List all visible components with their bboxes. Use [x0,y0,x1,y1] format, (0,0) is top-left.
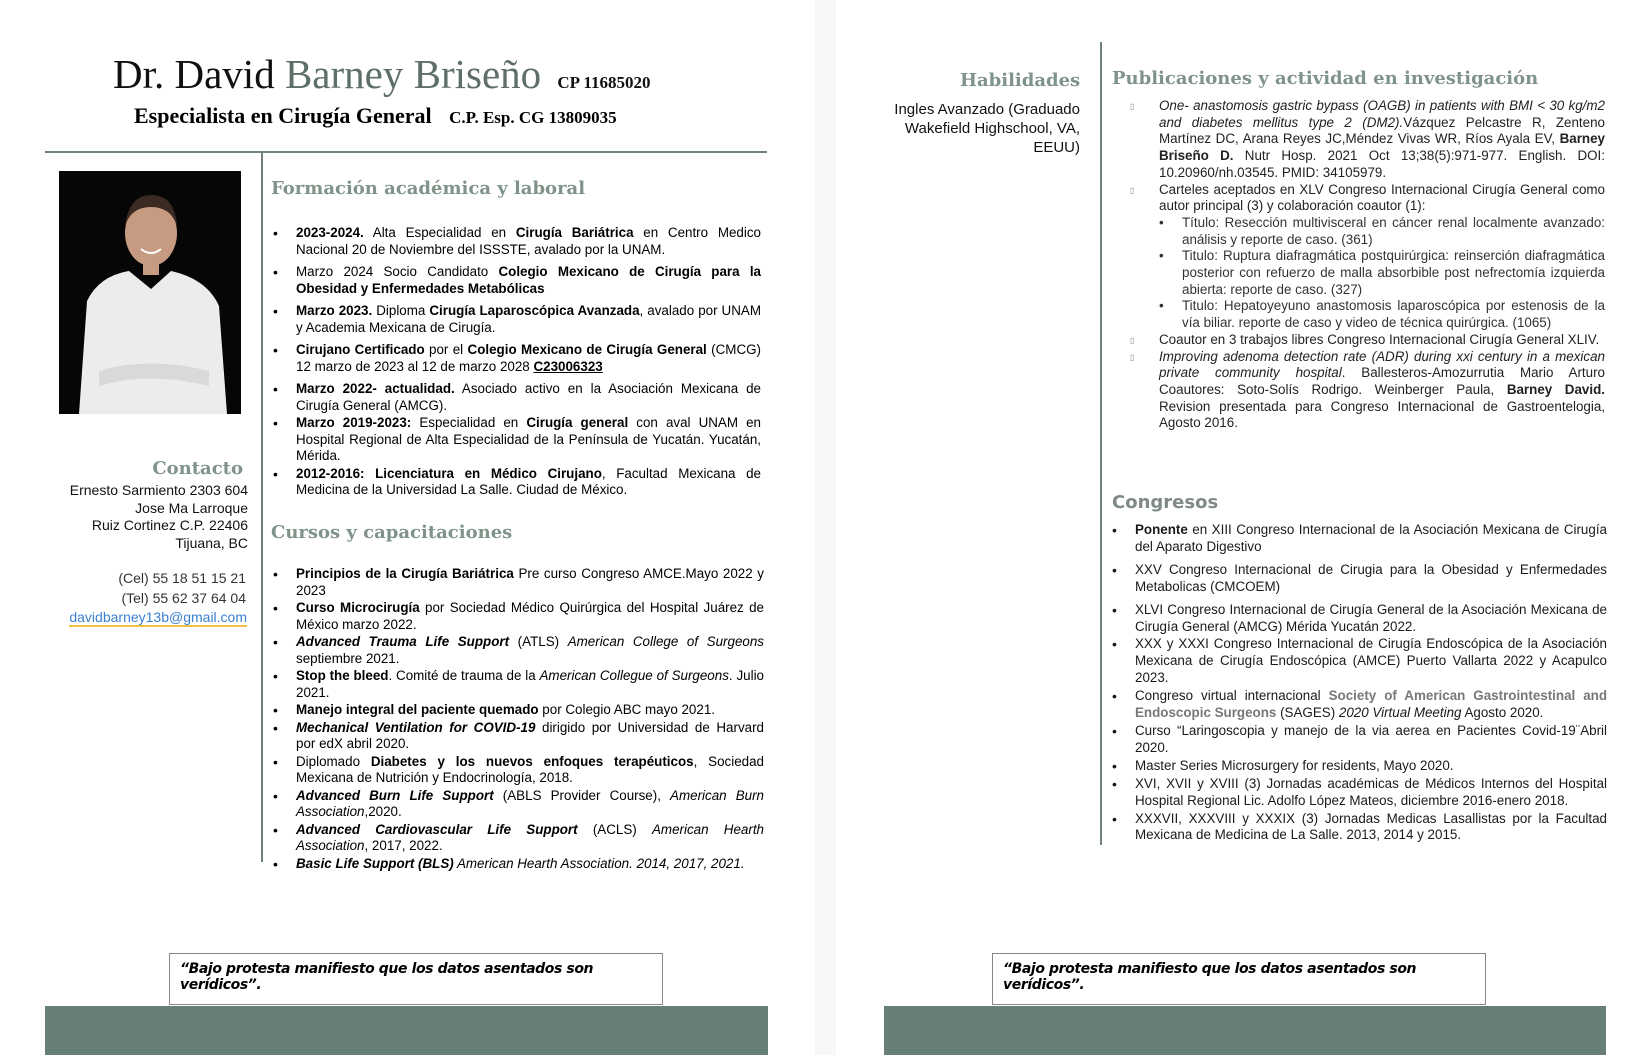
text-run: Pre curso Congreso AMCE.Mayo 2022 y 2023 [296,566,764,598]
specialty-line [134,103,617,129]
list-item [271,702,764,719]
formacion-list [271,225,761,499]
portrait-photo [59,171,241,414]
text-run: 2020 Virtual Meeting [1338,705,1462,721]
list-item [1110,776,1607,810]
text-run: , avalado por UNAM y Academia Mexicana de Cirugía. [296,303,761,335]
text-run: Colegio Mexicano de Cirugía General [467,342,707,357]
list-item [271,754,764,787]
text-run: Especialidad en [411,415,527,430]
text-run: C23006323 [533,358,603,374]
contact-email [17,609,247,627]
text-run: Advanced Cardiovascular Life Support [296,821,578,837]
name-title: Dr. [113,51,165,97]
publicaciones-list [1130,98,1605,432]
text-run: . Julio 2021. [296,668,764,700]
text-run: Advanced Trauma Life Support [296,634,510,649]
list-item [1110,636,1607,687]
list-item [1110,522,1607,556]
habilidades-text: Ingles Avanzado (Graduado Wakefield Highschool, VA, EEUU) [894,101,1080,156]
list-item [271,415,761,465]
publication-item [1130,182,1605,332]
text-run: Marzo 2024 Socio Candidato [296,264,499,279]
header-divider [45,151,767,153]
text-run: XVI, XVII y XVIII (3) Jornadas académicas de Médicos Internos del Hospital Hospital Regional Lic. Adolfo López Mateos, diciembre 2016-enero 2018. [1135,775,1607,808]
text-run: Barney David. [1506,381,1605,397]
professional-id: CP 11685020 [557,73,651,92]
text-run: Agosto 2020. [1461,705,1544,721]
text-run: , Facultad Mexicana de Medicina de la Universidad La Salle. Ciudad de México. [296,465,761,497]
address-line: Ruiz Cortinez C.P. 22406 [91,517,248,533]
text-run: Curso “Laringoscopia y manejo de la via aerea en Pacientes Covid-19¨Abril 2020. [1135,722,1607,755]
cursos-list [271,566,764,872]
list-item [271,634,764,667]
publication-item [1130,98,1605,182]
statement-text: “Bajo protesta manifiesto que los datos asentados son verídicos”. [180,961,594,993]
text-run: Curso Microcirugía [296,600,420,615]
congresos-heading: Congresos [1112,492,1219,513]
text-run: , Sociedad Mexicana de Nutrición y Endocrinología, 2018. [296,753,764,785]
text-run: XXX y XXXI Congreso Internacional de Cirugía Endoscópica de la Asociación Mexicana de Cirugía Endoscópica (AMCE) Puerto Vallarta 2022 y Acapulco 2023. [1135,636,1607,686]
list-item [271,342,761,375]
list-item [271,566,764,599]
text-run: Diploma [372,303,430,318]
list-item [271,856,764,873]
text-run: Marzo 2019-2023: [296,415,412,430]
contact-phones [46,568,246,608]
text-run: Coautor en 3 trabajos libres Congreso Internacional Cirugía General XLIV. [1159,331,1600,347]
doctor-name [113,50,650,98]
text-run: American College of Surgeons [567,634,764,649]
text-run: Ponente [1135,522,1188,537]
text-run: Revision presentada para Congreso Internacional de Gastroentelogia, Agosto 2016. [1159,398,1605,431]
congresos-list [1110,522,1607,845]
text-run: Diabetes y los nuevos enfoques terapéuticos [370,753,694,769]
footer-bar-2 [884,1006,1606,1055]
text-run: Vázquez Pelcastre R, Zenteno Martínez DC, Arana Reyes JC,Méndez Vivas WR, Ríos Ayala EV, [1159,114,1605,147]
list-item [1110,758,1607,775]
text-run: Congreso virtual internacional [1135,688,1329,704]
list-item [271,466,761,499]
text-run: American Hearth Association [296,821,764,853]
text-run: Society of American Gastrointestinal and Endoscopic Surgeons [1135,688,1608,721]
text-run: Advanced Burn Life Support [296,787,494,803]
contact-heading: Contacto [152,458,243,479]
text-run: en Centro Medico Nacional 20 de Noviembre del ISSSTE, avalado por la UNAM. [296,225,761,257]
text-run: XLVI Congreso Internacional de Cirugía General de la Asociación Mexicana de Cirugía General (AMCG) Mérida Yucatán 2022. [1135,601,1607,634]
text-run: Basic Life Support (BLS) [296,855,454,871]
statement-text: “Bajo protesta manifiesto que los datos asentados son verídicos”. [1003,961,1417,993]
text-run: American Hearth Association. 2014, 2017, 2021. [453,855,745,871]
text-run: Stop the bleed [296,668,389,683]
list-item [1110,688,1607,722]
text-run: Mechanical Ventilation for COVID-19 [296,719,536,735]
text-run: Marzo 2023. [296,303,373,318]
text-run: . Ballesteros-Amozurrutia Mario Arturo Coautores: Soto-Solís Rodrigo. Weinberger Paula, [1159,365,1605,397]
address-line: Jose Ma Larroque [135,499,248,516]
text-run: dirigido por Universidad de Harvard por edX abril 2020. [296,719,764,751]
text-run: Carteles aceptados en XLV Congreso Internacional Cirugía General como autor principal (3) y colaboración coautor (1): [1159,181,1605,214]
list-item [1110,602,1607,636]
text-run: 2012-2016: Licenciatura en Médico Cirujano [296,465,602,481]
text-run: American Burn Association [296,787,764,819]
list-item [271,225,761,258]
address-line: Tijuana, BC [175,534,248,551]
text-run: XXXVII, XXXVIII y XXXIX (3) Jornadas Medicas Lasallistas por la Facultad Mexicana de Medicina de La Salle. 2013, 2014 y 2015. [1135,810,1607,843]
text-run: Cirujano Certificado [296,342,425,357]
text-run: Alta Especialidad en [363,225,516,240]
text-run: XXV Congreso Internacional de Cirugia para la Obesidad y Enfermedades Metabolicas (CMCOEM) [1135,561,1607,594]
publicaciones-heading: Publicaciones y actividad en investigación [1112,68,1539,89]
text-run: en XIII Congreso Internacional de la Asociación Mexicana de Cirugía del Aparato Digestivo [1135,522,1607,554]
column-divider [261,152,263,862]
text-run: Cirugía Bariátrica [515,225,634,240]
page-1 [0,0,815,1055]
list-item [1110,562,1607,596]
poster-item: • Título: Resección multivisceral en cáncer renal localmente avanzado: análisis y reporte de caso. (361) [1159,215,1605,248]
person-icon [59,171,241,414]
list-item [271,788,764,821]
text-run: Manejo integral del paciente quemado [296,702,539,717]
text-run: American Collegue of Surgeons [539,668,729,683]
poster-list [1159,215,1605,332]
page-gap [815,0,836,1055]
text-run: , 2017, 2022. [364,838,443,853]
text-run: Asociado activo en la Asociación Mexicana de Cirugía General (AMCG). [296,381,761,413]
text-run: (ACLS) [577,821,652,837]
footer-bar [45,1006,768,1055]
text-run: por Colegio ABC mayo 2021. [538,702,715,717]
text-run: Marzo 2022- actualidad. [296,381,455,396]
publication-item [1130,332,1605,349]
text-run: Improving adenoma detection rate (ADR) during xxi century in a mexican private community hospital [1159,348,1605,381]
text-run: . Comité de trauma de la [388,668,540,683]
text-run: (ABLS Provider Course), [493,787,671,803]
text-run: Colegio Mexicano de Cirugía para la Obesidad y Enfermedades Metabólicas [296,264,761,296]
list-item [271,303,761,336]
telephone: (Tel) 55 62 37 64 04 [121,590,246,606]
publication-item [1130,349,1605,433]
cell-phone: (Cel) 55 18 51 15 21 [118,570,246,586]
text-run: One- anastomosis gastric bypass (OAGB) in patients with BMI < 30 kg/m2 and diabetes mellitus type 2 (DM2). [1159,98,1605,130]
text-run: Barney Briseño D. [1159,131,1605,164]
text-run: 2023-2024. [296,225,364,240]
list-item [271,264,761,297]
list-item [271,822,764,855]
column-divider-2 [1100,42,1102,845]
text-run: Diplomado [296,753,371,769]
statement-box-2 [992,953,1486,1005]
statement-box [169,953,663,1005]
text-run: ,2020. [364,804,402,819]
poster-item: • Titulo: Ruptura diafragmática postquirúrgica: reinserción diafragmática posterior con refuerzo de malla absorbible post nefrectomía izquierda abierta: reporte de caso. (327) [1159,248,1605,298]
list-item [271,668,764,701]
poster-item: • Titulo: Hepatoyeyuno anastomosis laparoscópica por estenosis de la vía biliar. reporte de caso y video de técnica quirúrgica. (1065) [1159,298,1605,331]
text-run: (ATLS) [509,634,568,649]
first-name: David [174,51,275,97]
address-line: Ernesto Sarmiento 2303 604 [69,482,248,498]
text-run: septiembre 2021. [296,650,400,666]
email-link[interactable]: davidbarney13b@gmail.com [69,609,247,625]
text-run: por el [424,342,468,357]
specialty-id: C.P. Esp. CG 13809035 [449,108,617,127]
text-run: Master Series Microsurgery for residents, Mayo 2020. [1135,757,1454,773]
list-item [1110,811,1607,845]
habilidades-heading: Habilidades [960,70,1081,91]
text-run: con aval UNAM en Hospital Regional de Alta Especialidad de la Península de Yucatán. Yucatán, Mérida. [296,415,761,463]
text-run: Nutr Hosp. 2021 Oct 13;38(5):971-977. English. DOI: 10.20960/nh.03545. PMID: 34105979. [1159,148,1605,180]
text-run: (CMCG) 12 marzo de 2023 al 12 de marzo 2028 [296,342,761,374]
cursos-heading: Cursos y capacitaciones [271,522,513,543]
text-run: Cirugía general [526,415,629,430]
list-item [271,381,761,414]
last-name: Barney Briseño [284,51,542,97]
formacion-heading: Formación académica y laboral [271,178,586,199]
list-item [271,720,764,753]
text-run: Cirugía Laparoscópica Avanzada [429,303,640,318]
list-item [271,600,764,633]
list-item [1110,723,1607,757]
specialty: Especialista en Cirugía General [134,103,432,128]
text-run: Principios de la Cirugía Bariátrica [296,566,514,581]
text-run: (SAGES) [1276,705,1339,721]
contact-address [48,482,248,552]
text-run: por Sociedad Médico Quirúrgica del Hospital Juárez de México marzo 2022. [296,600,764,632]
